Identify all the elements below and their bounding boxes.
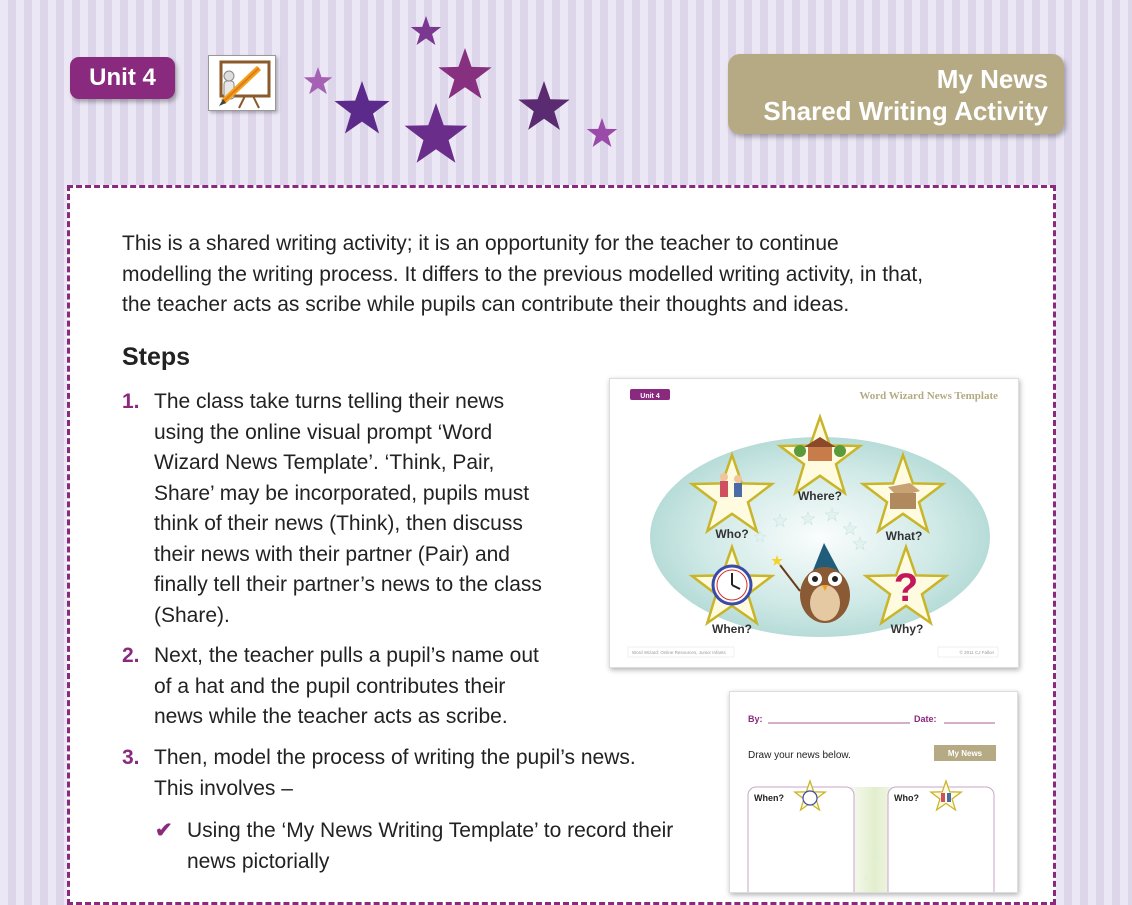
when-box-label: When? <box>754 793 784 803</box>
steps-heading: Steps <box>122 343 191 371</box>
thumb-title: Word Wizard News Template <box>859 390 998 402</box>
step-line: their news with their partner (Pair) and <box>154 542 510 566</box>
writing-template-thumbnail <box>729 691 1018 893</box>
intro-line: This is a shared writing activity; it is an opportunity for the teacher to continue <box>122 232 839 255</box>
title-line-1: My News <box>936 64 1048 94</box>
unit-badge: Unit 4 <box>70 57 175 99</box>
by-label: By: <box>748 714 763 724</box>
thumb-footer-left: Word Wizard: Online Resources, Junior Infants <box>632 650 726 655</box>
checkmark-icon: ✔ <box>155 819 173 842</box>
star-icon <box>411 16 441 45</box>
when-label: When? <box>712 622 752 636</box>
star-icon <box>587 118 617 147</box>
step-line: using the online visual prompt ‘Word <box>154 420 493 444</box>
bullet-line: news pictorially <box>187 849 330 873</box>
thumb-footer-right: © 2011 CJ Fallon <box>959 650 994 655</box>
step-line: think of their news (Think), then discuss <box>154 512 523 535</box>
teacher-board-icon <box>208 55 276 111</box>
step-line: (Share). <box>154 603 230 627</box>
step-number: 2. <box>122 644 140 667</box>
intro-line: the teacher acts as scribe while pupils can contribute their thoughts and ideas. <box>122 293 850 316</box>
title-line-2: Shared Writing Activity <box>763 96 1048 126</box>
step-line: Share’ may be incorporated, pupils must <box>154 481 530 505</box>
who-box-label: Who? <box>894 793 919 803</box>
draw-instruction: Draw your news below. <box>748 750 851 761</box>
star-icon <box>518 81 569 130</box>
date-label: Date: <box>914 714 937 724</box>
what-label: What? <box>885 529 923 543</box>
intro-paragraph <box>122 229 1022 321</box>
step-line: of a hat and the pupil contributes their <box>154 674 506 698</box>
why-label: Why? <box>890 622 924 636</box>
news-template-thumbnail <box>609 378 1019 668</box>
decorative-stars <box>300 10 630 175</box>
star-icon <box>334 81 389 133</box>
step-line: Then, model the process of writing the pupil’s news. <box>154 746 636 769</box>
step-line: finally tell their partner’s news to the class <box>154 573 542 596</box>
star-icon <box>438 48 491 99</box>
page-title <box>728 54 1064 134</box>
step-line: Next, the teacher pulls a pupil’s name out <box>154 644 539 667</box>
step-number: 3. <box>122 746 140 769</box>
star-icon <box>405 103 468 163</box>
step-line: The class take turns telling their news <box>154 390 505 413</box>
bullet-line: Using the ‘My News Writing Template’ to record their <box>187 819 674 842</box>
step-line: This involves – <box>154 776 293 800</box>
where-label: Where? <box>797 489 843 503</box>
intro-line: modelling the writing process. It differs to the previous modelled writing activity, in that, <box>122 262 924 286</box>
star-icon <box>304 67 333 94</box>
who-label: Who? <box>715 527 749 541</box>
step-number: 1. <box>122 390 140 413</box>
step-line: news while the teacher acts as scribe. <box>154 705 508 728</box>
my-news-tag: My News <box>947 749 983 758</box>
step-line: Wizard News Template’. ‘Think, Pair, <box>154 451 495 474</box>
svg-text:?: ? <box>893 566 919 610</box>
thumb-unit-label: Unit 4 <box>640 393 660 400</box>
